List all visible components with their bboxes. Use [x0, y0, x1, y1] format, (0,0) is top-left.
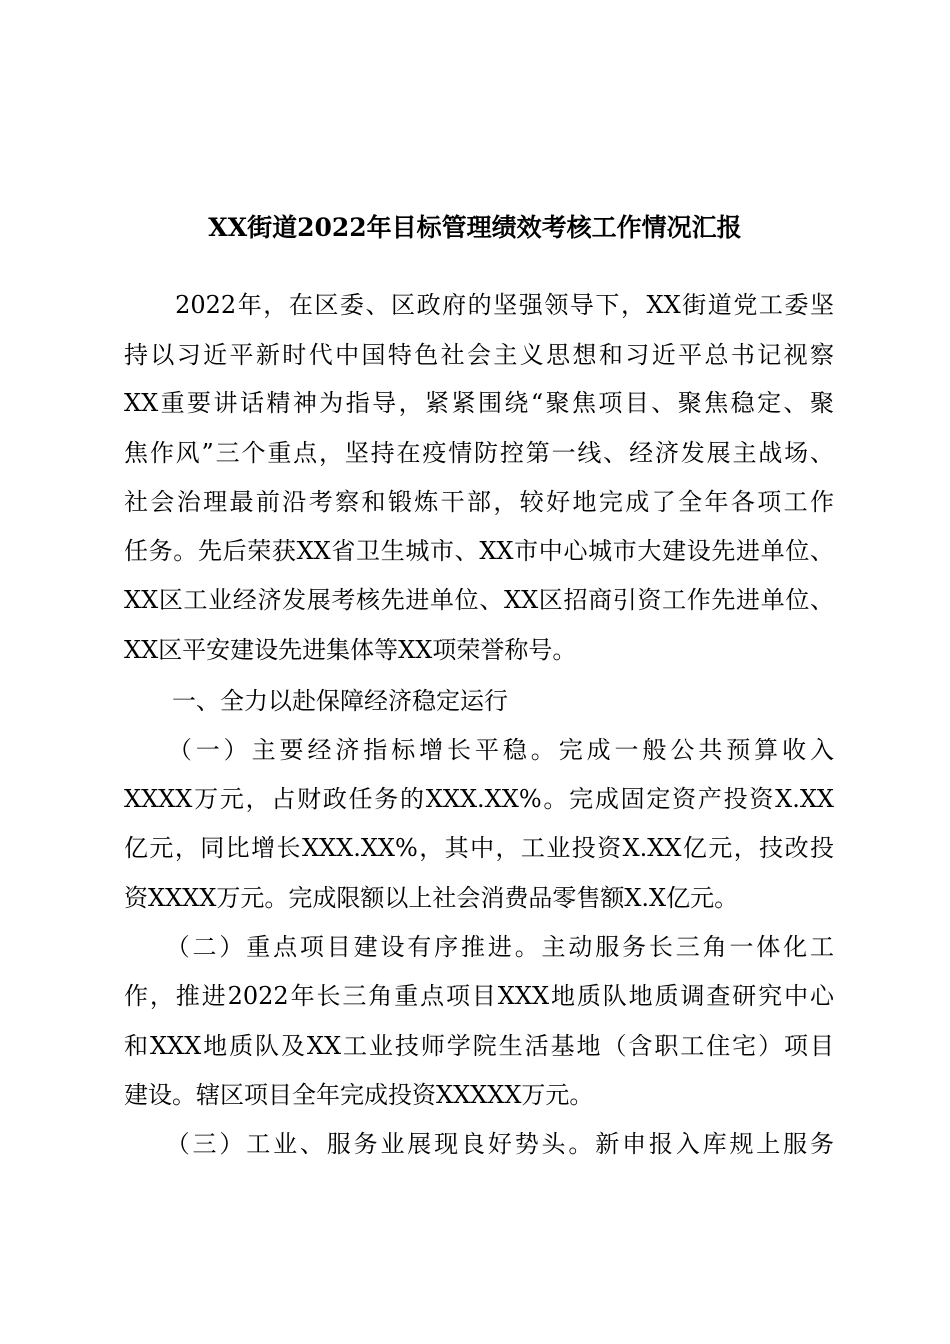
- paragraph-line: （三）工业、服务业展现良好势头。新申报入库规上服务: [124, 1130, 834, 1158]
- intro-line: 社会治理最前沿考察和锻炼干部，较好地完成了全年各项工作: [124, 488, 834, 516]
- paragraph-line: 亿元，同比增长XXX.XX%，其中，工业投资X.XX亿元，技改投: [124, 834, 834, 862]
- intro-line: 2022年，在区委、区政府的坚强领导下，XX街道党工委坚: [124, 291, 834, 319]
- section-heading: 一、全力以赴保障经济稳定运行: [172, 687, 508, 715]
- intro-line: 持以习近平新时代中国特色社会主义思想和习近平总书记视察: [124, 341, 834, 369]
- intro-line: 焦作风”三个重点，坚持在疫情防控第一线、经济发展主战场、: [124, 439, 834, 467]
- intro-line: XX区平安建设先进集体等XX项荣誉称号。: [124, 636, 577, 664]
- paragraph-line: 作，推进2022年长三角重点项目XXX地质队地质调查研究中心: [124, 982, 834, 1010]
- paragraph-line: （一）主要经济指标增长平稳。完成一般公共预算收入: [124, 736, 834, 764]
- paragraph-line: 资XXXX万元。完成限额以上社会消费品零售额X.X亿元。: [124, 884, 739, 912]
- intro-line: 任务。先后荣获XX省卫生城市、XX市中心城市大建设先进单位、: [124, 537, 834, 565]
- intro-line: XX区工业经济发展考核先进单位、XX区招商引资工作先进单位、: [124, 586, 834, 614]
- intro-line: XX重要讲话精神为指导，紧紧围绕“聚焦项目、聚焦稳定、聚: [124, 389, 834, 417]
- paragraph-line: （二）重点项目建设有序推进。主动服务长三角一体化工: [124, 933, 834, 961]
- document-title: XX街道2022年目标管理绩效考核工作情况汇报: [208, 213, 742, 242]
- paragraph-line: 和XXX地质队及XX工业技师学院生活基地（含职工住宅）项目: [124, 1032, 834, 1060]
- paragraph-line: 建设。辖区项目全年完成投资XXXXX万元。: [124, 1081, 594, 1109]
- paragraph-line: XXXX万元，占财政任务的XXX.XX%。完成固定资产投资X.XX: [124, 785, 834, 813]
